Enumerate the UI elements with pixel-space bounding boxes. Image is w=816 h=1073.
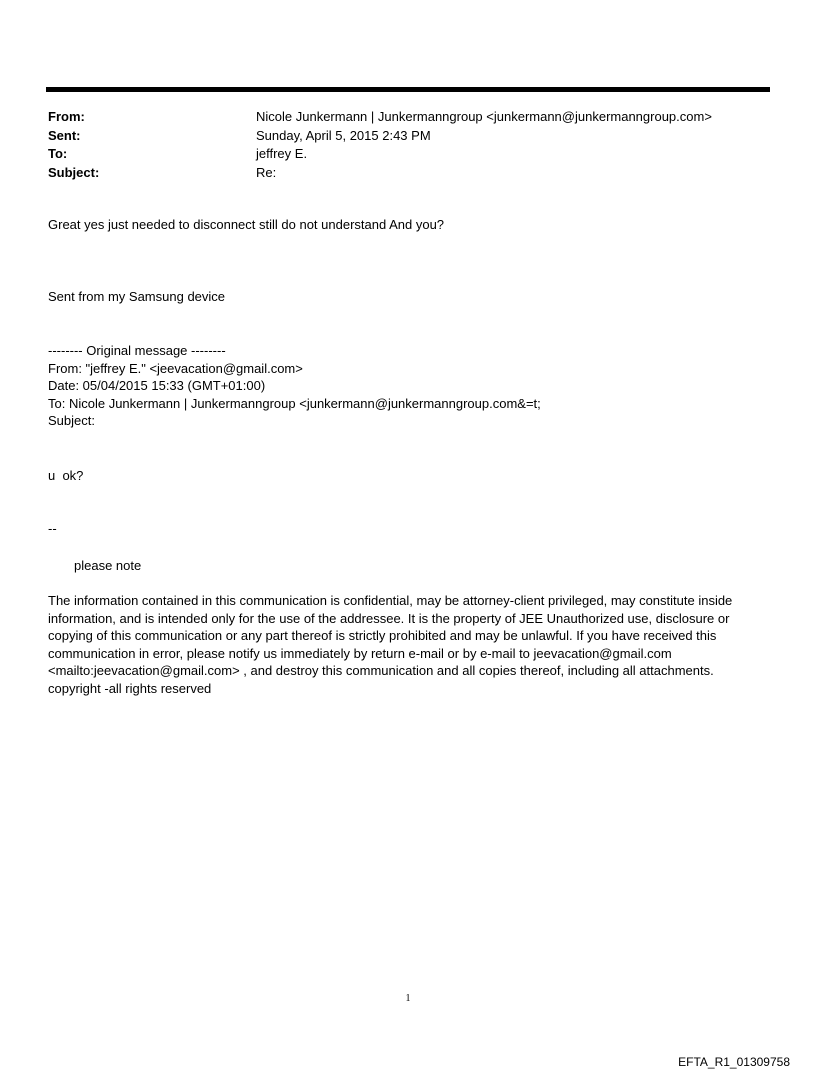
- please-note-text: please note: [74, 558, 142, 573]
- sent-row: [48, 127, 770, 146]
- from-value: Nicole Junkermann | Junkermanngroup <junkermann@junkermanngroup.com>: [256, 109, 712, 124]
- email-header: [48, 108, 770, 182]
- original-message-text: u ok?: [48, 468, 84, 483]
- original-from-line: From: "jeffrey E." <jeevacation@gmail.com>: [48, 360, 303, 376]
- from-label: From:: [48, 109, 85, 124]
- dash-separator: --: [48, 521, 57, 536]
- header-rule: [46, 87, 770, 92]
- original-date-line: Date: 05/04/2015 15:33 (GMT+01:00): [48, 378, 266, 394]
- subject-label: Subject:: [48, 164, 100, 180]
- confidentiality-disclaimer: The information contained in this communication is confidential, may be attorney-client privileged, may constitute inside information, and is intended only for the use of the addressee. It is the property of JEE Unauthorized use, disclosure or copying of this communication or any part thereof is strictly prohibited and may be unlawful. If you have received this communication in error, please notify us immediately by return e-mail or by e-mail to jeevacation@gmail.com <mailto:jeevacation@gmail.com> , and destroy this communication and all copies thereof, including all attachments. copyright -all rights reserved: [48, 593, 733, 696]
- original-message-separator: -------- Original message --------: [48, 343, 226, 358]
- to-label: To:: [48, 146, 68, 161]
- to-row: [48, 145, 770, 164]
- original-message-header: [48, 342, 541, 430]
- reply-text: Great yes just needed to disconnect still do not understand And you?: [48, 217, 445, 232]
- signature-text: Sent from my Samsung device: [48, 289, 226, 304]
- from-row: [48, 108, 770, 127]
- subject-value: Re:: [256, 164, 277, 180]
- to-value: jeffrey E.: [256, 146, 308, 161]
- page-number: 1: [405, 993, 411, 1004]
- original-subject-line: Subject:: [48, 413, 95, 429]
- sent-label: Sent:: [48, 127, 81, 143]
- sent-value: Sunday, April 5, 2015 2:43 PM: [256, 127, 431, 143]
- original-to-line: To: Nicole Junkermann | Junkermanngroup <junkermann@junkermanngroup.com&=t;: [48, 395, 541, 411]
- document-id: EFTA_R1_01309758: [678, 1055, 790, 1069]
- subject-row: [48, 164, 770, 183]
